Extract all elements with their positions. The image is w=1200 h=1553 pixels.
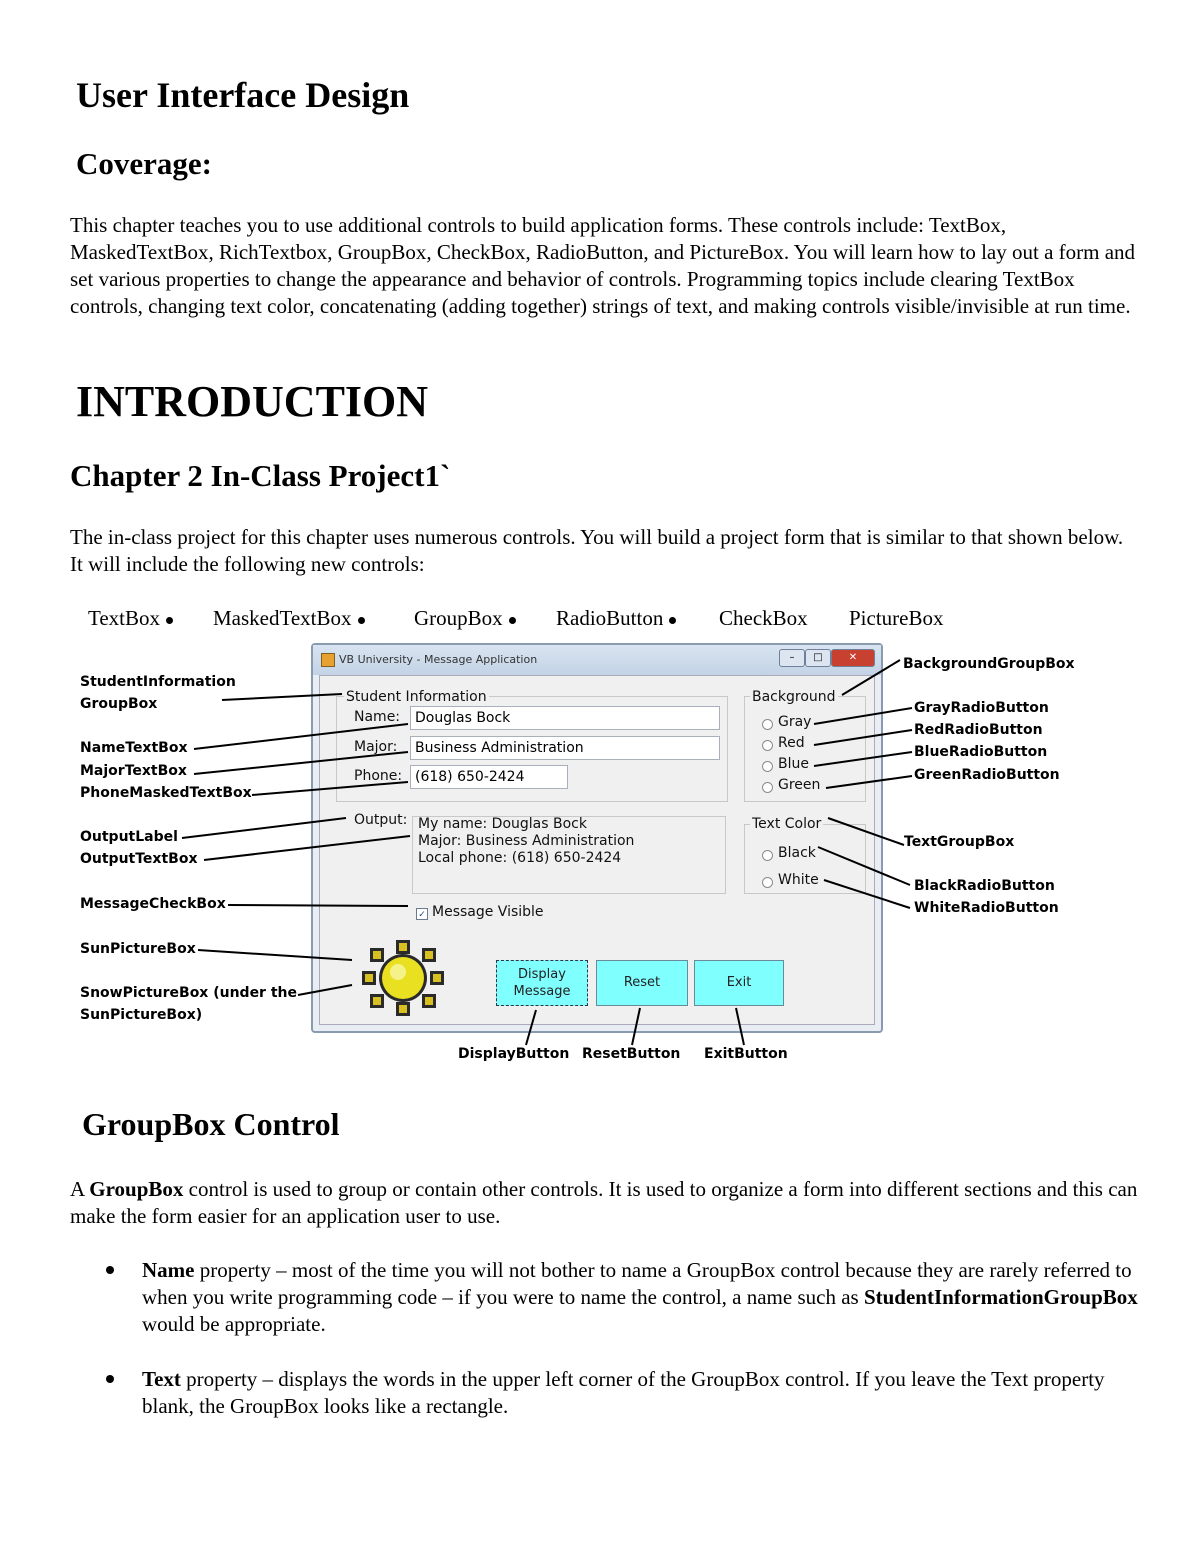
output-line-2: Major: Business Administration — [418, 833, 635, 849]
callout-gray-radio: GrayRadioButton — [914, 700, 1049, 716]
bullet-text-property: Text property – displays the words in the upper left corner of the GroupBox control. If you leave the Text property blank, the GroupBox looks like a rectangle. — [142, 1367, 1105, 1418]
output-label: Output: — [354, 812, 408, 828]
groupbox-heading: GroupBox Control — [82, 1106, 340, 1142]
green-radio-label[interactable]: Green — [778, 777, 821, 793]
output-line-3: Local phone: (618) 650-2424 — [418, 850, 622, 866]
callout-message-checkbox: MessageCheckBox — [80, 896, 226, 912]
bullet-icon — [106, 1266, 114, 1274]
control-item: PictureBox — [849, 606, 944, 630]
bullet-name-property: Name property – most of the time you will not bother to name a GroupBox control because they are rarely referred to when you write programming code – if you were to name the control, a name such as StudentInformationGroupBox would be appropriate. — [142, 1258, 1138, 1336]
callout-snow-picturebox: SnowPictureBox (under the — [80, 985, 297, 1001]
red-radio-label[interactable]: Red — [778, 735, 805, 751]
callout-snow-picturebox-2: SunPictureBox) — [80, 1007, 203, 1023]
display-button-line-2: Message — [513, 984, 571, 999]
name-label: Name: — [354, 709, 401, 725]
callout-output-textbox: OutputTextBox — [80, 851, 198, 867]
coverage-heading: Coverage: — [76, 146, 212, 181]
callout-green-radio: GreenRadioButton — [914, 767, 1060, 783]
callout-sun-picturebox: SunPictureBox — [80, 941, 196, 957]
callout-red-radio: RedRadioButton — [914, 722, 1043, 738]
message-checkbox-label[interactable]: Message Visible — [432, 904, 544, 920]
callout-phone-masked-textbox: PhoneMaskedTextBox — [80, 785, 252, 801]
callout-reset-button: ResetButton — [582, 1046, 681, 1062]
phone-label: Phone: — [354, 768, 403, 784]
coverage-paragraph: This chapter teaches you to use additional controls to build application forms. These controls include: TextBox, MaskedTextBox, RichTextbox, GroupBox, CheckBox, RadioButton, and PictureBox. You will learn how to lay out a form and set various properties to change the appearance and behavior of controls. Programming topics include clearing TextBox controls, changing text color, concatenating (adding together) strings of text, and making controls visible/invisible at run time. — [70, 213, 1136, 318]
minimize-icon[interactable]: – — [779, 649, 805, 667]
major-label: Major: — [354, 739, 398, 755]
display-button-line-1: Display — [518, 967, 566, 982]
exit-button[interactable]: Exit — [694, 960, 784, 1006]
introduction-heading: INTRODUCTION — [76, 377, 429, 426]
bullet-icon — [106, 1375, 114, 1383]
black-radio-label[interactable]: Black — [778, 845, 816, 861]
callout-white-radio: WhiteRadioButton — [914, 900, 1059, 916]
callout-blue-radio: BlueRadioButton — [914, 744, 1048, 760]
message-checkbox-icon[interactable]: ✓ — [416, 908, 428, 920]
callout-name-textbox: NameTextBox — [80, 740, 188, 756]
control-item: GroupBox — [414, 606, 516, 631]
project-paragraph: The in-class project for this chapter uses numerous controls. You will build a project form that is similar to that shown below. It will include the following new controls: — [70, 525, 1124, 576]
callout-text-groupbox: TextGroupBox — [904, 834, 1015, 850]
gray-radio-label[interactable]: Gray — [778, 714, 812, 730]
name-textbox[interactable]: Douglas Bock — [410, 706, 720, 730]
callout-background-groupbox: BackgroundGroupBox — [903, 656, 1075, 672]
control-item: MaskedTextBox — [213, 606, 365, 631]
callout-display-button: DisplayButton — [458, 1046, 570, 1062]
maximize-icon[interactable]: □ — [805, 649, 831, 667]
close-icon[interactable]: ✕ — [831, 649, 875, 667]
phone-masked-textbox[interactable]: (618) 650-2424 — [410, 765, 568, 789]
callout-student-information-groupbox: GroupBox — [80, 696, 158, 712]
callout-major-textbox: MajorTextBox — [80, 763, 187, 779]
control-item: RadioButton — [556, 606, 676, 631]
background-text: Background — [752, 689, 836, 705]
callout-exit-button: ExitButton — [704, 1046, 788, 1062]
white-radio-label[interactable]: White — [778, 872, 819, 888]
student-information-text: Student Information — [346, 689, 487, 705]
chapter-heading: Chapter 2 In-Class Project1` — [70, 458, 451, 493]
major-textbox[interactable]: Business Administration — [410, 736, 720, 760]
blue-radio-label[interactable]: Blue — [778, 756, 809, 772]
callout-black-radio: BlackRadioButton — [914, 878, 1055, 894]
control-item: CheckBox — [719, 606, 808, 630]
callout-output-label: OutputLabel — [80, 829, 178, 845]
control-item: TextBox — [88, 606, 173, 631]
page-title: User Interface Design — [76, 75, 410, 115]
output-line-1: My name: Douglas Bock — [418, 816, 587, 832]
groupbox-paragraph: A GroupBox control is used to group or contain other controls. It is used to organize a form into different sections and this can make the form easier for an application user to use. — [70, 1177, 1138, 1228]
text-color-text: Text Color — [752, 816, 822, 832]
callout-student-information: StudentInformation — [80, 674, 236, 690]
window-title: VB University - Message Application — [339, 653, 538, 666]
reset-button[interactable]: Reset — [596, 960, 688, 1006]
